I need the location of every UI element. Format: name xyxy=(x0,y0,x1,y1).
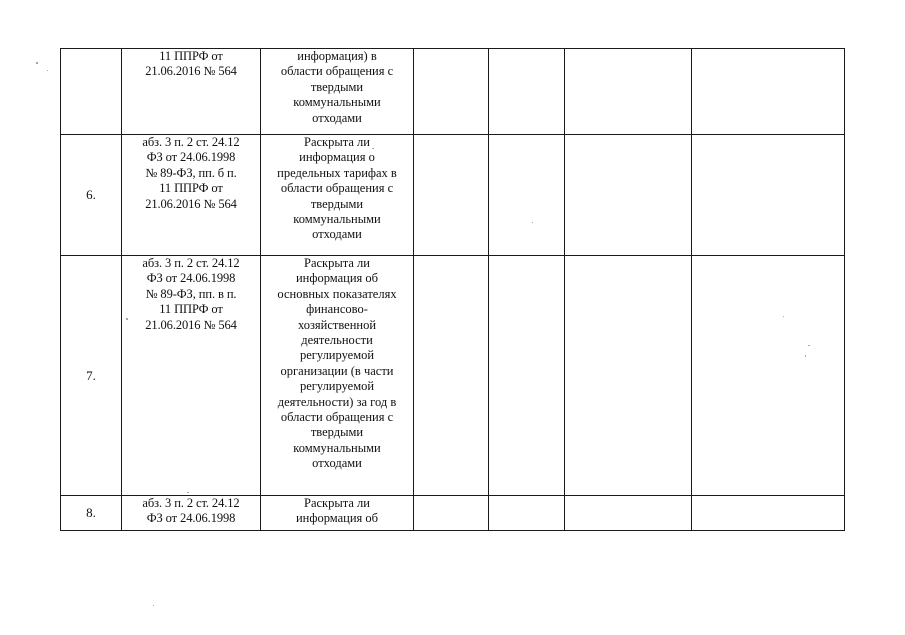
answer-na-cell xyxy=(565,135,692,256)
answer-yes-cell xyxy=(414,49,489,135)
answer-na-cell xyxy=(565,496,692,531)
notes-cell xyxy=(692,496,845,531)
question-cell xyxy=(261,135,414,256)
table-row xyxy=(61,496,845,531)
answer-no-cell xyxy=(489,496,565,531)
legal-reference: абз. 3 п. 2 ст. 24.12 ФЗ от 24.06.1998 xyxy=(142,496,240,526)
question-text: Раскрыта ли информация об xyxy=(295,496,379,526)
answer-na-cell xyxy=(565,49,692,135)
table-row xyxy=(61,49,845,135)
notes-cell xyxy=(692,256,845,496)
answer-yes-cell xyxy=(414,256,489,496)
answer-yes-cell xyxy=(414,135,489,256)
notes-cell xyxy=(692,135,845,256)
scan-speck xyxy=(36,62,38,64)
inspection-checklist-table xyxy=(60,48,845,531)
answer-no-cell xyxy=(489,49,565,135)
question-cell xyxy=(261,49,414,135)
legal-reference: абз. 3 п. 2 ст. 24.12 ФЗ от 24.06.1998 № 89-ФЗ, пп. в п. 11 ППРФ от 21.06.2016 № 564 xyxy=(142,256,240,332)
answer-no-cell xyxy=(489,256,565,496)
question-text: информация) в области обращения с твердыми коммунальными отходами xyxy=(280,49,394,125)
scan-speck xyxy=(47,70,48,71)
legal-reference: 11 ППРФ от 21.06.2016 № 564 xyxy=(145,49,237,79)
row-number-cell xyxy=(61,256,122,496)
legal-reference-cell xyxy=(122,49,261,135)
row-number: 6. xyxy=(86,187,96,203)
row-number: 7. xyxy=(86,367,96,383)
notes-cell xyxy=(692,49,845,135)
row-number-cell xyxy=(61,496,122,531)
question-cell xyxy=(261,256,414,496)
answer-yes-cell xyxy=(414,496,489,531)
answer-na-cell xyxy=(565,256,692,496)
answer-no-cell xyxy=(489,135,565,256)
row-number-cell xyxy=(61,49,122,135)
legal-reference-cell xyxy=(122,496,261,531)
row-number-cell xyxy=(61,135,122,256)
row-number: 8. xyxy=(86,505,96,521)
question-text: Раскрыта ли информация об основных показателях финансово- хозяйственной деятельности регулируемой организации (в части регулируемой деятельности) за год в области обращения с твердыми коммунальными отходами xyxy=(277,256,397,471)
question-cell xyxy=(261,496,414,531)
legal-reference-cell xyxy=(122,256,261,496)
question-text: Раскрыта ли информация о предельных тарифах в области обращения с твердыми коммунальными отходами xyxy=(277,135,397,242)
legal-reference: абз. 3 п. 2 ст. 24.12 ФЗ от 24.06.1998 № 89-ФЗ, пп. б п. 11 ППРФ от 21.06.2016 № 564 xyxy=(142,135,240,211)
scan-speck xyxy=(153,605,154,606)
table-row xyxy=(61,135,845,256)
legal-reference-cell xyxy=(122,135,261,256)
table-row xyxy=(61,256,845,496)
